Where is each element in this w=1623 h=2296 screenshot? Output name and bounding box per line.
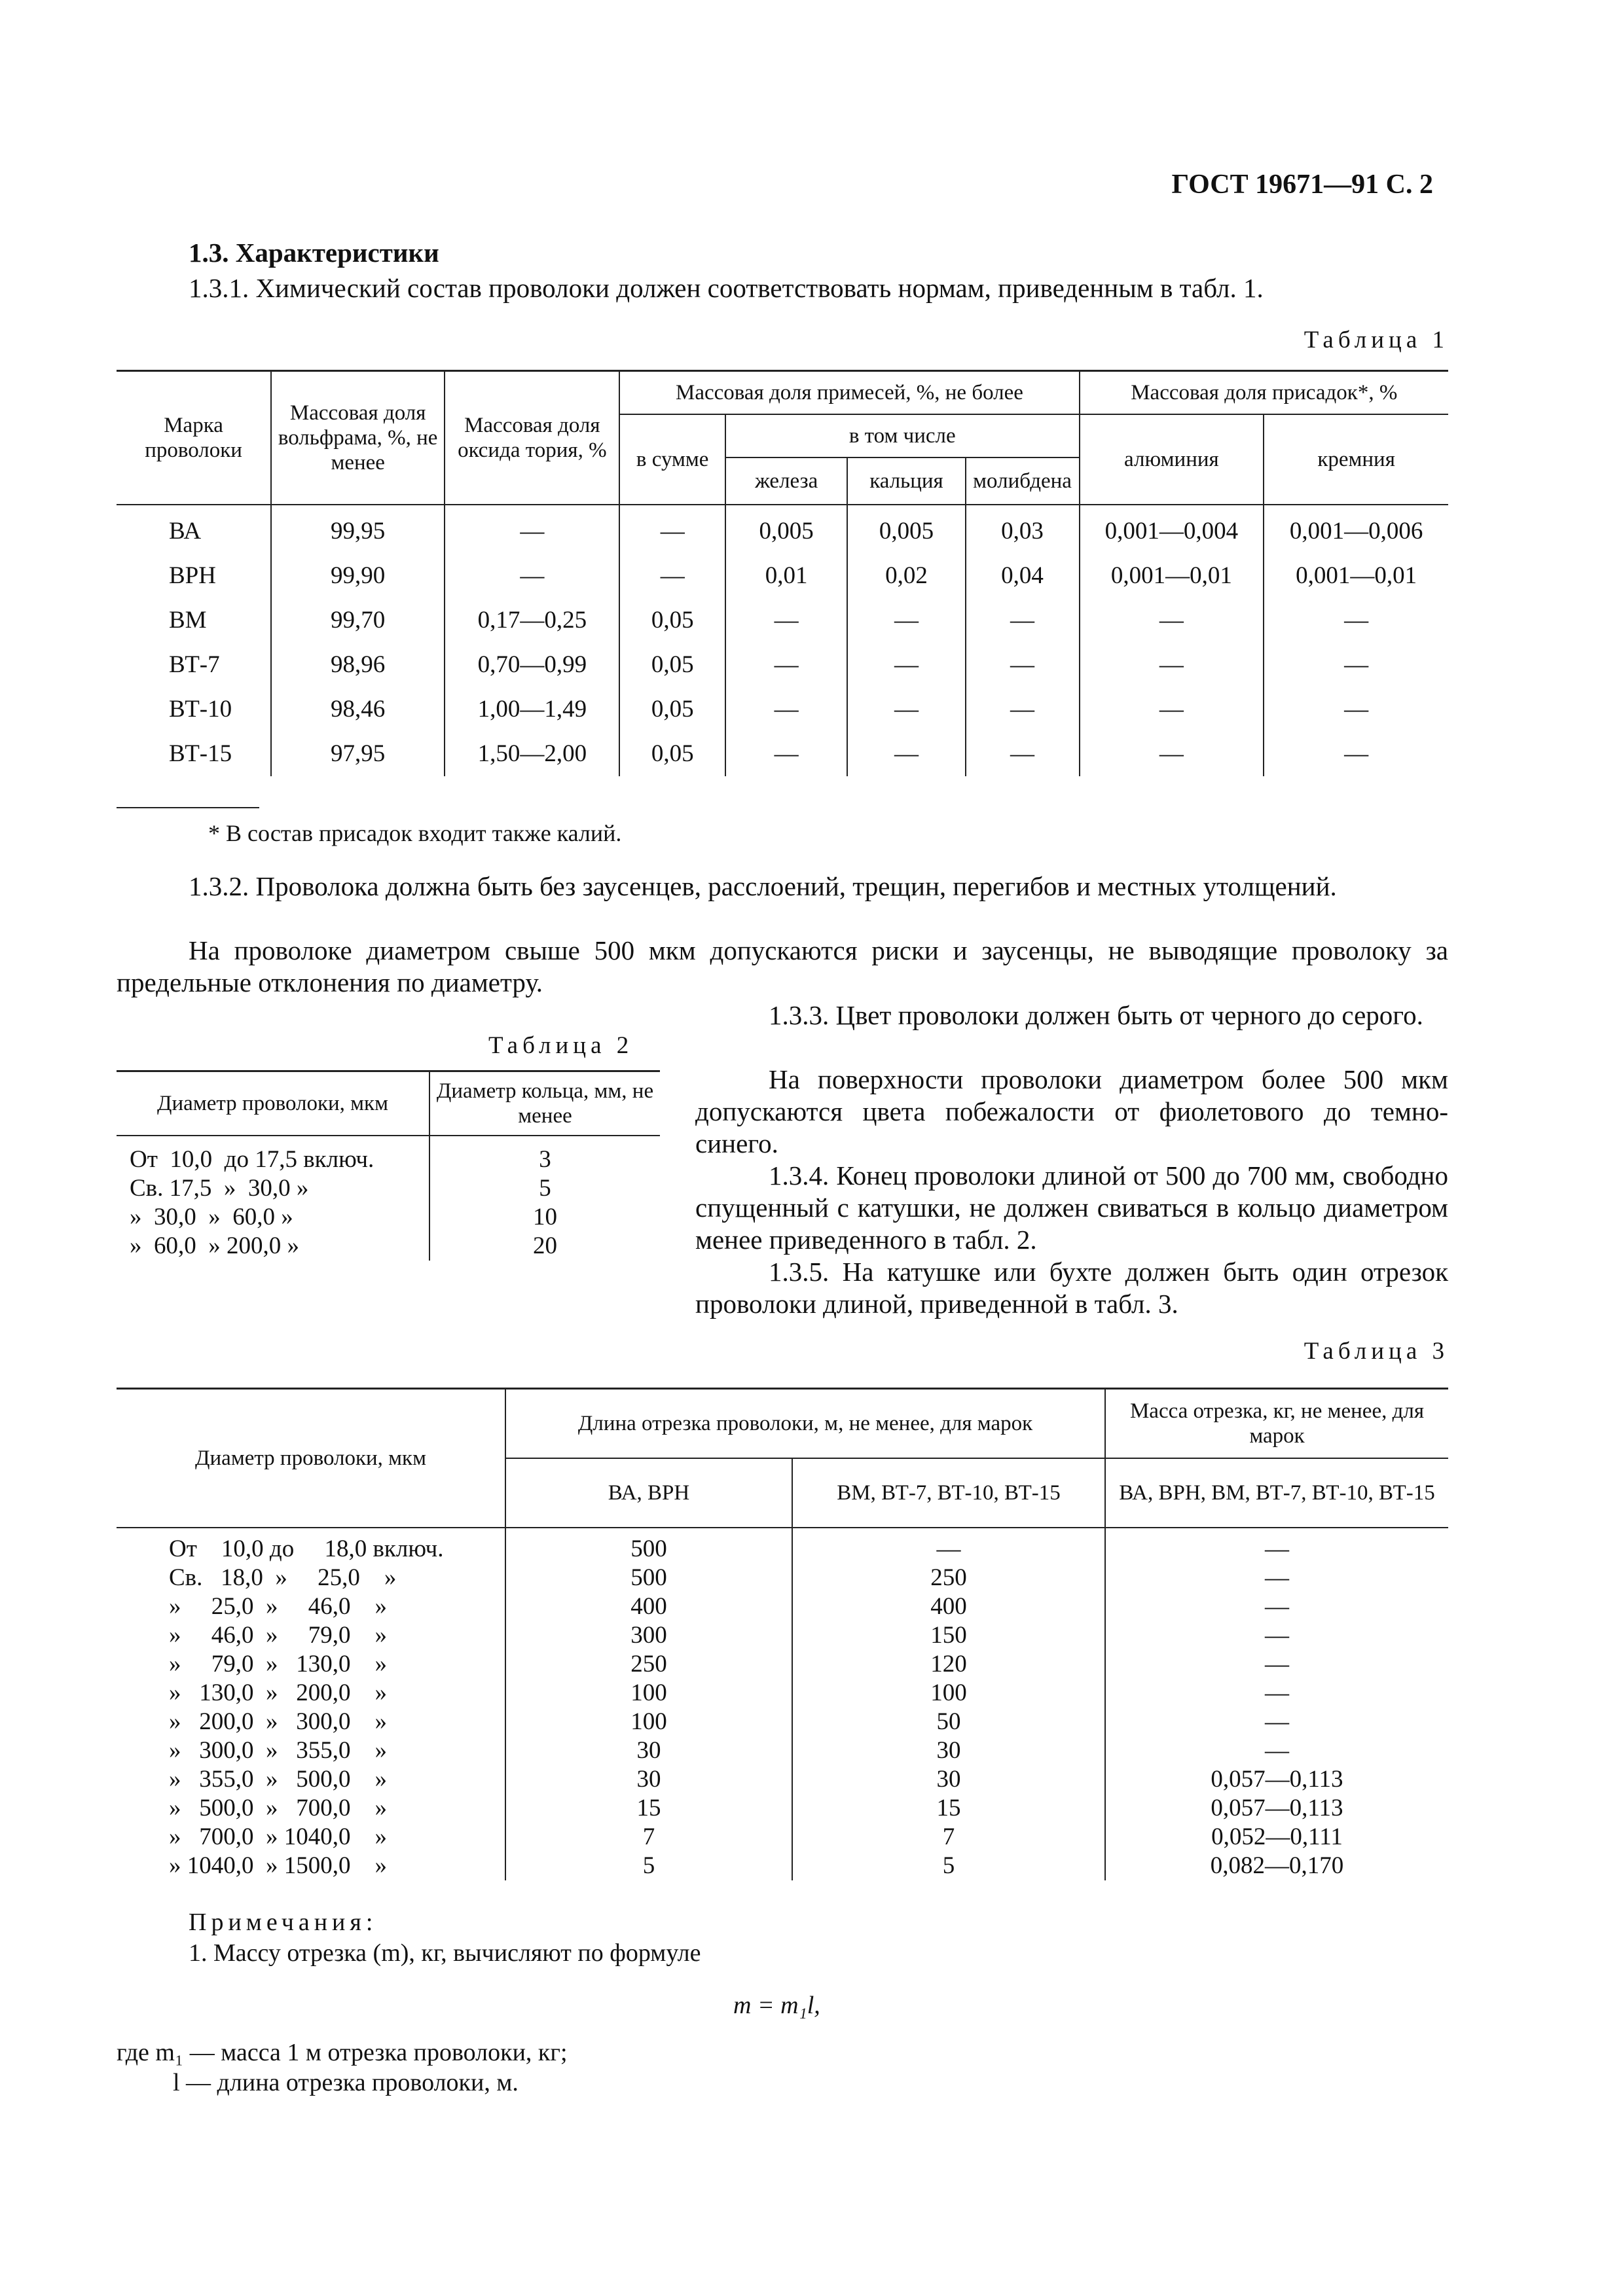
table-cell: От 10,0 до 18,0 включ. <box>117 1528 505 1564</box>
table2-row <box>117 1136 660 1174</box>
table-cell: 30 <box>792 1765 1105 1794</box>
table-cell: 0,001—0,004 <box>1080 505 1264 554</box>
table-cell: — <box>966 598 1080 643</box>
table2-caption: Таблица 2 <box>488 1032 634 1059</box>
table-cell: — <box>1080 687 1264 732</box>
table-cell: 400 <box>792 1592 1105 1621</box>
table-cell: 0,001—0,01 <box>1264 554 1448 598</box>
table-cell: 1,50—2,00 <box>445 732 619 776</box>
table-cell: 30 <box>505 1736 792 1765</box>
t1-header-iron: железа <box>725 457 847 505</box>
table-cell: — <box>847 732 965 776</box>
footnote-divider <box>117 807 259 808</box>
table-cell: — <box>966 732 1080 776</box>
page-header: ГОСТ 19671—91 С. 2 <box>1171 170 1433 200</box>
table-cell: 3 <box>429 1136 660 1174</box>
table3-row <box>117 1736 1448 1765</box>
table-cell: — <box>1105 1592 1448 1621</box>
table-cell: 0,057—0,113 <box>1105 1794 1448 1823</box>
section-title: 1.3. Характеристики <box>189 238 439 268</box>
table2-row <box>117 1232 660 1261</box>
table-cell: » 355,0 » 500,0 » <box>117 1765 505 1794</box>
table1-footnote: * В состав присадок входит также калий. <box>208 820 622 846</box>
table1-caption: Таблица 1 <box>1304 327 1449 353</box>
table-cell: 0,005 <box>725 505 847 554</box>
table3-row <box>117 1650 1448 1679</box>
paragraph-1-3-5: 1.3.5. На катушке или бухте должен быть один отрезок проволоки длиной, приведенной в табл. 3. <box>695 1257 1448 1319</box>
table-cell: 15 <box>792 1794 1105 1823</box>
table-cell: 20 <box>429 1232 660 1261</box>
t3-header-group2: ВМ, ВТ-7, ВТ-10, ВТ-15 <box>792 1458 1105 1528</box>
table-cell: — <box>1080 598 1264 643</box>
table-cell: » 200,0 » 300,0 » <box>117 1708 505 1736</box>
table-cell: — <box>1080 732 1264 776</box>
table-cell: — <box>619 505 725 554</box>
table-cell: 0,001—0,006 <box>1264 505 1448 554</box>
table-cell: — <box>847 643 965 687</box>
table-cell: 0,05 <box>619 732 725 776</box>
table1-row <box>117 687 1448 732</box>
table-cell: 10 <box>429 1203 660 1232</box>
table-cell: — <box>1105 1621 1448 1650</box>
table1-row <box>117 505 1448 554</box>
paragraph-1-3-2: 1.3.2. Проволока должна быть без заусенцев, расслоений, трещин, перегибов и местных утолщений. <box>189 871 1337 901</box>
table-cell: — <box>966 643 1080 687</box>
table-cell: ВРН <box>117 554 271 598</box>
table-cell: » 300,0 » 355,0 » <box>117 1736 505 1765</box>
t3-header-diameter: Диаметр проволоки, мкм <box>117 1389 505 1528</box>
t1-header-thorium: Массовая доля оксида тория, % <box>445 371 619 505</box>
table3-row <box>117 1564 1448 1592</box>
paragraph-1-3-3: 1.3.3. Цвет проволоки должен быть от черного до серого. <box>769 1000 1423 1030</box>
table-cell: 99,70 <box>271 598 445 643</box>
table-cell: 0,001—0,01 <box>1080 554 1264 598</box>
table-1 <box>117 370 1448 776</box>
table-cell: 500 <box>505 1564 792 1592</box>
table-cell: — <box>725 643 847 687</box>
table-cell: 0,057—0,113 <box>1105 1765 1448 1794</box>
table-cell: ВМ <box>117 598 271 643</box>
table-cell: 99,90 <box>271 554 445 598</box>
paragraph-1-3-1: 1.3.1. Химический состав проволоки должен соответствовать нормам, приведенным в табл. 1. <box>189 273 1264 303</box>
table-cell: » 30,0 » 60,0 » <box>130 1204 293 1230</box>
table2-row <box>117 1174 660 1203</box>
table3-row <box>117 1592 1448 1621</box>
table3-row <box>117 1852 1448 1880</box>
table-cell: 98,46 <box>271 687 445 732</box>
table-cell: » 46,0 » 79,0 » <box>117 1621 505 1650</box>
table-cell: 98,96 <box>271 643 445 687</box>
paragraph-1-3-3-b: На поверхности проволоки диаметром более 500 мкм допускаются цвета побежалости от фиолетового до темно-синего. <box>695 1064 1448 1158</box>
table1-row <box>117 732 1448 776</box>
table1-row <box>117 643 1448 687</box>
table-cell: 99,95 <box>271 505 445 554</box>
paragraph-1-3-4: 1.3.4. Конец проволоки длиной от 500 до 700 мм, свободно спущенный с катушки, не должен свиваться в кольцо диаметром менее приведенного в табл. 2. <box>695 1160 1448 1255</box>
table-cell: 5 <box>429 1174 660 1203</box>
table-cell: 1,00—1,49 <box>445 687 619 732</box>
t3-header-group1: ВА, ВРН <box>505 1458 792 1528</box>
table-cell: 5 <box>505 1852 792 1880</box>
table-cell: 30 <box>505 1765 792 1794</box>
table-cell: 0,05 <box>619 598 725 643</box>
t1-header-sum: в сумме <box>619 414 725 505</box>
note-1: 1. Массу отрезка (m), кг, вычисляют по формуле <box>189 1939 701 1967</box>
table-cell: 400 <box>505 1592 792 1621</box>
table-cell: — <box>619 554 725 598</box>
table-cell: Св. 17,5 » 30,0 » <box>130 1175 309 1202</box>
table-2 <box>117 1070 660 1261</box>
table-cell: 120 <box>792 1650 1105 1679</box>
table-cell: — <box>725 687 847 732</box>
table-cell: 150 <box>792 1621 1105 1650</box>
paragraph-1-3-2-b: На проволоке диаметром свыше 500 мкм допускаются риски и заусенцы, не выводящие проволоку за предельные отклонения по диаметру. <box>117 935 1448 997</box>
table-cell: — <box>1264 643 1448 687</box>
t3-header-length: Длина отрезка проволоки, м, не менее, для марок <box>505 1389 1105 1459</box>
table-cell: — <box>1264 732 1448 776</box>
t1-header-tungsten: Массовая доля вольфрама, %, не менее <box>271 371 445 505</box>
t1-header-including: в том числе <box>725 414 1080 457</box>
table3-row <box>117 1621 1448 1650</box>
t1-header-impurities: Массовая доля примесей, %, не более <box>619 371 1079 414</box>
table-cell: От 10,0 до 17,5 включ. <box>130 1146 374 1173</box>
table-cell: 50 <box>792 1708 1105 1736</box>
table-cell: ВТ-15 <box>117 732 271 776</box>
table-cell: — <box>1105 1650 1448 1679</box>
note-where-2: l — длина отрезка проволоки, м. <box>173 2069 519 2096</box>
table-cell: ВТ-7 <box>117 643 271 687</box>
table-cell: 0,70—0,99 <box>445 643 619 687</box>
table3-row <box>117 1679 1448 1708</box>
t1-header-mark: Марка проволоки <box>117 371 271 505</box>
table-cell: 15 <box>505 1794 792 1823</box>
t2-header-ring: Диаметр кольца, мм, не менее <box>429 1071 660 1136</box>
t1-header-additives: Массовая доля присадок*, % <box>1080 371 1448 414</box>
table-cell: 250 <box>505 1650 792 1679</box>
t1-header-calcium: кальция <box>847 457 965 505</box>
t1-header-aluminium: алюминия <box>1080 414 1264 505</box>
formula: m = m₁l, <box>733 1992 820 2019</box>
table-cell: 7 <box>792 1823 1105 1852</box>
t1-header-silicon: кремния <box>1264 414 1448 505</box>
table3-row <box>117 1794 1448 1823</box>
table-cell: 100 <box>792 1679 1105 1708</box>
table-cell: 0,17—0,25 <box>445 598 619 643</box>
notes-title: Примечания: <box>189 1909 378 1936</box>
t1-header-molybdenum: молибдена <box>966 457 1080 505</box>
t3-header-mass: Масса отрезка, кг, не менее, для марок <box>1105 1389 1448 1459</box>
table-cell: 100 <box>505 1679 792 1708</box>
table-cell: — <box>792 1528 1105 1564</box>
table-cell: 30 <box>792 1736 1105 1765</box>
table-cell: Св. 18,0 » 25,0 » <box>117 1564 505 1592</box>
table1-row <box>117 598 1448 643</box>
table-cell: 0,01 <box>725 554 847 598</box>
table3-row <box>117 1765 1448 1794</box>
table-cell: 7 <box>505 1823 792 1852</box>
table-cell: 0,04 <box>966 554 1080 598</box>
table2-row <box>117 1203 660 1232</box>
table-cell: 250 <box>792 1564 1105 1592</box>
table-cell: » 500,0 » 700,0 » <box>117 1794 505 1823</box>
table-cell: — <box>1105 1736 1448 1765</box>
table-cell: — <box>847 687 965 732</box>
table-cell: 300 <box>505 1621 792 1650</box>
table-cell: ВТ-10 <box>117 687 271 732</box>
table-cell: — <box>847 598 965 643</box>
table-cell: » 700,0 » 1040,0 » <box>117 1823 505 1852</box>
table-cell: — <box>966 687 1080 732</box>
table-cell: 100 <box>505 1708 792 1736</box>
table-cell: — <box>1105 1679 1448 1708</box>
table-cell: — <box>1264 598 1448 643</box>
table-cell: ВА <box>117 505 271 554</box>
note-where-1: где m₁ — масса 1 м отрезка проволоки, кг; <box>117 2039 568 2066</box>
table-cell: 0,03 <box>966 505 1080 554</box>
t2-header-diameter: Диаметр проволоки, мкм <box>117 1071 429 1136</box>
t3-header-group3: ВА, ВРН, ВМ, ВТ-7, ВТ-10, ВТ-15 <box>1105 1458 1448 1528</box>
table-cell: 0,05 <box>619 687 725 732</box>
table-cell: — <box>445 554 619 598</box>
table-cell: — <box>725 598 847 643</box>
table-cell: » 60,0 » 200,0 » <box>130 1232 299 1259</box>
table3-row <box>117 1528 1448 1564</box>
table-cell: 0,052—0,111 <box>1105 1823 1448 1852</box>
table-cell: 97,95 <box>271 732 445 776</box>
table-cell: — <box>1105 1708 1448 1736</box>
table-cell: — <box>725 732 847 776</box>
table-cell: » 79,0 » 130,0 » <box>117 1650 505 1679</box>
table-cell: — <box>1105 1564 1448 1592</box>
table3-row <box>117 1823 1448 1852</box>
table-cell: 500 <box>505 1528 792 1564</box>
table1-row <box>117 554 1448 598</box>
table-cell: 0,02 <box>847 554 965 598</box>
table-3 <box>117 1388 1448 1880</box>
table-cell: 0,082—0,170 <box>1105 1852 1448 1880</box>
table3-row <box>117 1708 1448 1736</box>
table-cell: » 25,0 » 46,0 » <box>117 1592 505 1621</box>
table-cell: 0,005 <box>847 505 965 554</box>
table-cell: — <box>1080 643 1264 687</box>
table-cell: — <box>1105 1528 1448 1564</box>
table-cell: 0,05 <box>619 643 725 687</box>
table-cell: — <box>445 505 619 554</box>
table-cell: » 1040,0 » 1500,0 » <box>117 1852 505 1880</box>
table-cell: » 130,0 » 200,0 » <box>117 1679 505 1708</box>
table-cell: 5 <box>792 1852 1105 1880</box>
table3-caption: Таблица 3 <box>1304 1338 1449 1365</box>
table-cell: — <box>1264 687 1448 732</box>
